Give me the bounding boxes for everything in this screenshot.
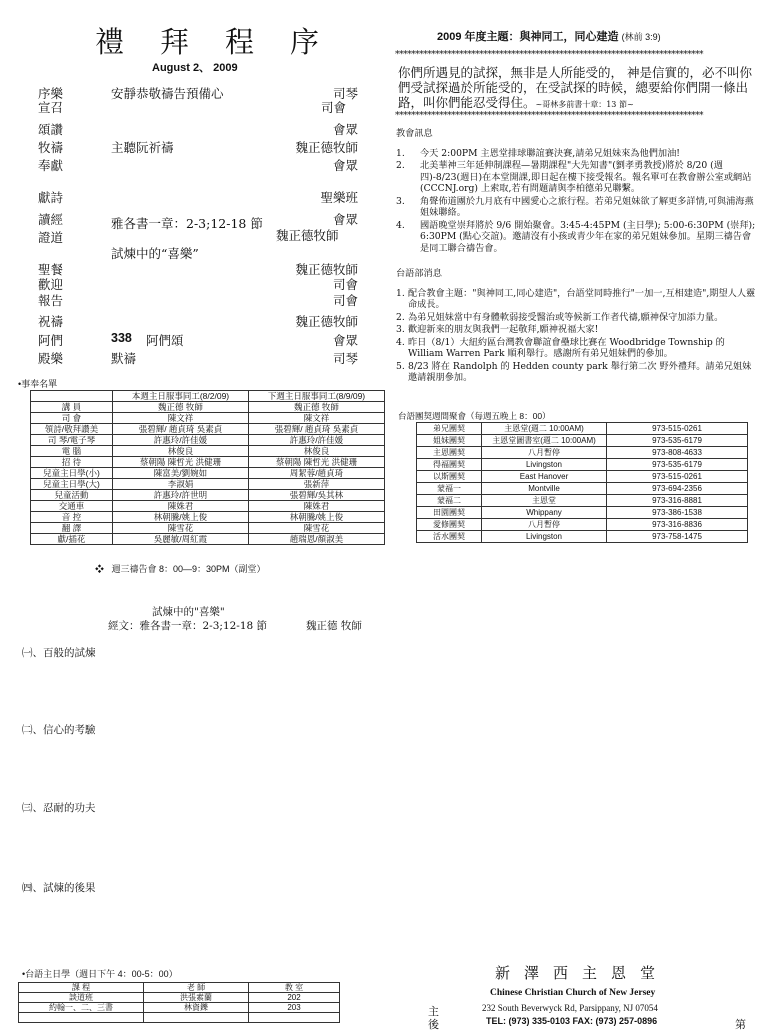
table-row: 司 會 陳文祥 陳文祥 — [31, 413, 385, 424]
service-table — [30, 390, 385, 545]
table-row: 愛修團契 八月暫停 973-316-8836 — [417, 519, 748, 531]
prayer-meeting: ❖ 週三禱告會 8：00—9：30PM（副堂） — [95, 564, 266, 574]
order-row: 報告 司會 — [38, 293, 358, 308]
table-row: 以斯團契 East Hanover 973-515-0261 — [417, 471, 748, 483]
table-row: 兒童活動 許惠玲/許世明 張碧輝/吳其林 — [31, 490, 385, 501]
table-row: 兒童主日學(大) 李淑娟 張新萍 — [31, 479, 385, 490]
list-item: 1. 配合教會主題："與神同工,同心建造"，台語堂同時推行"一加一,互相建造",期望人人靈命成長。 — [396, 287, 756, 310]
order-row: 獻詩 聖樂班 — [38, 190, 358, 205]
star-divider: ***************************************************************************** — [395, 50, 703, 60]
table-row: 主恩團契 八月暫停 973-808-4633 — [417, 447, 748, 459]
table-row: 司 琴/電子琴 許惠玲/許佳媛 許惠玲/許佳媛 — [31, 435, 385, 446]
sermon-title: 試煉中的"喜樂" — [152, 606, 225, 618]
sermon-scripture: 經文：雅各書一章：2-3;12-18 節 — [108, 620, 268, 632]
table-row: 電 腦 林俊良 林俊良 — [31, 446, 385, 457]
sermon-point: ㈠、百般的試煉 — [22, 647, 96, 659]
sermon-point: ㈢、忍耐的功夫 — [22, 802, 96, 814]
table-header: 本週主日服事同工(8/2/09) 下週主日服事同工(8/9/09) — [31, 391, 385, 402]
church-name: 新澤西主恩堂 — [495, 964, 670, 982]
order-row: 宣召 司會 — [38, 100, 346, 115]
list-item: 3. 歡迎新來的朋友與我們一起敬拜,願神祝福大家! — [396, 324, 599, 335]
order-row: 頌讚 會眾 — [38, 122, 358, 137]
order-row: 牧禱 主聽阮祈禱 魏正德牧師 — [38, 140, 358, 155]
table-row: 交通車 陳姝君 陳姝君 — [31, 501, 385, 512]
table-header: 課 程 老 師 教 室 — [19, 983, 340, 993]
service-list-label: •事奉名單 — [18, 379, 58, 389]
side-label: 第 — [735, 1018, 746, 1031]
table-row: 談道班 洪張素蘭 202 — [19, 993, 340, 1003]
table-row: 弟兄團契 主恩堂(週二 10:00AM) 973-515-0261 — [417, 423, 748, 435]
sermon-point: ㈡、信心的考驗 — [22, 724, 96, 736]
order-row: 阿們 338 阿們頌 會眾 — [38, 331, 358, 348]
list-item: 4. 國語晚堂崇拜將於 9/6 開始聚會。3:45-4:45PM (主日學); 5:00-6:30PM (崇拜); 6:30PM (點心交誼)。邀請沒有小孩或青少年在家的弟兄姐妹參加。星期三禱告會是同工聯合禱告會。 — [396, 219, 756, 254]
list-item: 3. 角聲佈道團於九月底有中國愛心之旅行程。若弟兄姐妹欲了解更多詳情,可與浦海燕姐妹聯絡。 — [396, 195, 754, 218]
fellowship-table — [416, 422, 748, 543]
star-divider: ***************************************************************************** — [395, 111, 703, 121]
table-row: 兒童主日學(小) 陳富美/劉婉如 周絜蓉/趙貞琦 — [31, 468, 385, 479]
table-row: 翻 譯 陳雪花 陳雪花 — [31, 523, 385, 534]
order-row: 祝禱 魏正德牧師 — [38, 314, 358, 329]
taiwanese-news: 台語部消息 1. 配合教會主題："與神同工,同心建造"，台語堂同時推行"一加一,互相建造",期望人人靈命成長。 2. 為弟兄姐妹當中有身體軟弱接受醫治或等候新工作者代禱,願神保守加添力量。 3. 歡迎新來的朋友與我們一起敬拜,願神祝福大家! 4. 昨日（8/1）大紐約區台灣教會聯誼會壘球比賽在 Woodbridge Township 的 William Warren Park 順利舉行。感謝所有弟兄姐妹們的參加。 5. 8/23 將在 Randolph 的 Hedden county park 舉行第二次 野外禮拜。請弟兄姐妹邀請親朋參加。 — [396, 268, 756, 383]
table-row: 約翰一、二、三書 林資鑠 203 — [19, 1003, 340, 1013]
memory-verse: 你們所遇見的試探，無非是人所能受的， 神是信實的，必不叫你們受試探過於所能受的，在受試探的時候，總要給你們開一條出路，叫你們能忍受得住。~哥林多前書十章：13 節~ — [398, 65, 752, 110]
sunday-school-table — [18, 982, 340, 1023]
list-item: 2. 為弟兄姐妹當中有身體軟弱接受醫治或等候新工作者代禱,願神保守加添力量。 — [396, 311, 724, 323]
list-item: 4. 昨日（8/1）大紐約區台灣教會聯誼會壘球比賽在 Woodbridge Township 的 William Warren Park 順利舉行。感謝所有弟兄姐妹們的參加。 — [396, 336, 725, 359]
table-row: 獻/插花 吳麗敏/周紅霞 趙瑞恩/顏淑美 — [31, 534, 385, 545]
service-date: August 2、 2009 — [152, 62, 238, 74]
table-row: 活水團契 Livingston 973-758-1475 — [417, 531, 748, 543]
fellowship-label: 台語團契週間聚會（每週五晚上 8：00） — [398, 411, 551, 421]
order-row: 奉獻 會眾 — [38, 158, 358, 173]
table-row: 音 控 林朝騰/姚上俊 林朝騰/姚上俊 — [31, 512, 385, 523]
table-row: 得福團契 Livingston 973-535-6179 — [417, 459, 748, 471]
table-row: 蒙福二 主恩堂 973-316-8881 — [417, 495, 748, 507]
table-row: 蒙福一 Montville 973-694-2356 — [417, 483, 748, 495]
page-title: 禮拜程序 — [95, 25, 356, 59]
table-row: 招 待 蔡朝陽 陳哲光 洪健珊 蔡朝陽 陳哲光 洪健珊 — [31, 457, 385, 468]
table-row: 領詩/敬拜讚美 張碧輝/ 趙貞琦 吳素貞 張碧輝/ 趙貞琦 吳素貞 — [31, 424, 385, 435]
table-row: 田園團契 Whippany 973-386-1538 — [417, 507, 748, 519]
church-phone: TEL: (973) 335-0103 FAX: (973) 257-0896 — [486, 1016, 658, 1026]
list-item: 5. 8/23 將在 Randolph 的 Hedden county park 舉行第二次 野外禮拜。請弟兄姐妹邀請親朋參加。 — [396, 360, 752, 383]
table-row: 姐妹團契 主恩堂圖書室(週二 10:00AM) 973-535-6179 — [417, 435, 748, 447]
order-row: 聖餐 魏正德牧師 — [38, 262, 358, 277]
side-label: 後 — [428, 1018, 439, 1031]
sermon-point: ㈣、試煉的後果 — [22, 882, 96, 894]
church-news: 教會訊息 1. 今天 2:00PM 主恩堂排球聯誼賽決賽,請弟兄姐妹來為他們加油! 2. 北美華神三年延伸制課程—暑期課程"大先知書"(劉孝勇教授)將於 8/20 (週四)-8/23(週日)在本堂開課,即日起在樓下接受報名。報名單可在教會辦公室或網站 (CCCNJ.org) 上索取,若有問題請與李柏德弟兄聯繫。 3. 角聲佈道團於九月底有中國愛心之旅行程。若弟兄姐妹欲了解更多詳情,可與浦海燕姐妹聯絡。 4. 國語晚堂崇拜將於 9/6 開始聚會。3:45-4:45PM (主日學); 5:00-6:30PM (崇拜); 6:30PM (點心交誼)。邀請沒有小孩或青少年在家的弟兄姐妹參加。星期三禱告會是同工聯合禱告會。 — [396, 128, 756, 254]
table-row — [19, 1013, 340, 1023]
side-label: 主 — [428, 1005, 439, 1018]
table-row: 講 員 魏正德 牧師 魏正德 牧師 — [31, 402, 385, 413]
order-row: 歡迎 司會 — [38, 277, 358, 292]
list-item: 1. 今天 2:00PM 主恩堂排球聯誼賽決賽,請弟兄姐妹來為他們加油! — [396, 147, 680, 159]
list-item: 2. 北美華神三年延伸制課程—暑期課程"大先知書"(劉孝勇教授)將於 8/20 (週四)-8/23(週日)在本堂開課,即日起在樓下接受報名。報名單可在教會辦公室或網站 (CCCNJ.org) 上索取,若有問題請與李柏德弟兄聯繫。 — [396, 160, 752, 194]
church-address: 232 South Beverwyck Rd, Parsippany, NJ 07054 — [482, 1003, 658, 1013]
order-row: 殿樂 默禱 司琴 — [38, 351, 358, 366]
sunday-school-label: •台語主日學（週日下午 4：00-5：00） — [22, 969, 178, 979]
sermon-speaker: 魏正德 牧師 — [306, 620, 362, 632]
annual-theme: 2009 年度主題：與神同工，同心建造 (林前 3:9) — [437, 31, 661, 43]
church-english-name: Chinese Christian Church of New Jersey — [490, 988, 656, 998]
order-row: 序樂 安靜恭敬禱告預備心 司琴 — [38, 86, 358, 101]
order-row: 讀經 雅各書一章：2-3;12-18 節 會眾 — [38, 212, 358, 231]
order-row: 證道 試煉中的“喜樂” 魏正德牧師 — [38, 228, 339, 261]
